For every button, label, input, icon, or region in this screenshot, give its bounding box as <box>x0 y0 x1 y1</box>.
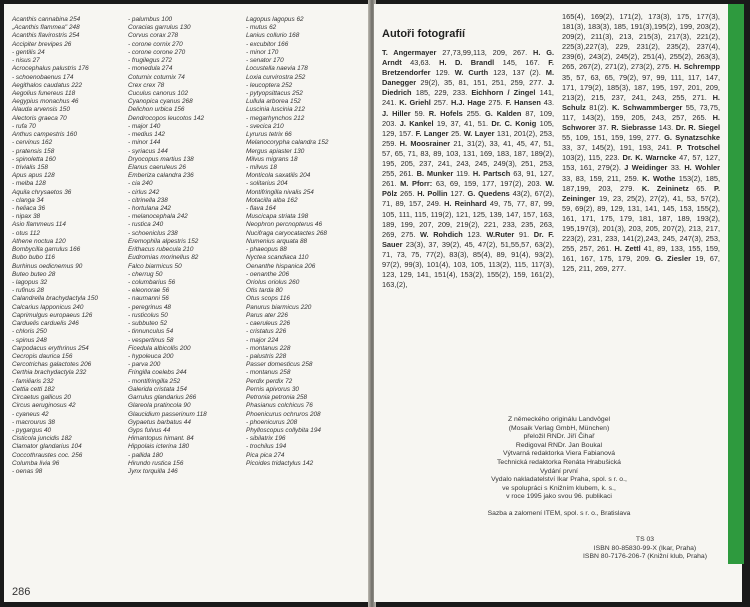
index-entry: - chloris 250 <box>12 328 47 336</box>
imprint-line: Z německého originálu Landvögel <box>507 416 611 423</box>
index-entry: Galerida cristata 154 <box>128 385 187 393</box>
index-entry: - montanus 258 <box>246 369 291 377</box>
index-entry: - solitarius 204 <box>246 180 288 188</box>
index-entry: Glareola pratincola 90 <box>128 402 191 410</box>
index-entry: Acanthis cannabina 254 <box>12 16 81 23</box>
index-entry: Phylloscopus collybita 194 <box>246 426 321 434</box>
index-entry: Coracias garrulus 130 <box>128 24 191 32</box>
index-entry: - macrourus 38 <box>12 418 55 426</box>
index-entry: - peregrinus 48 <box>128 303 171 311</box>
index-entry: - schoeniclus 238 <box>128 229 178 237</box>
photo-credits-column-2: 165(4), 169(2), 171(2), 173(3), 175, 177(3), 181(3), 183(3), 185, 191(3),195(2), 199, 203(2), 209(2), 211(3), 213, 215(3), 217(3), 221(2), 225(3),227(3), 229, 231(2), 235(2), 237(4), 239(6), 243(2), 245(2), 251(4), 255(2), 263(3), 265, 267(2), 271(2), 273(2), 275. H. Schrempp 35, 57, 63, 65, 79(2), 97, 99, 111, 117, 147, 171, 179(2), 185(3), 187, 195, 197, 201, 209, 213(2), 215, 237, 241, 243, 255, 271. H. Schulz 81(2). K. Schwammberger 55, 73,75, 117, 143(2), 159, 205, 243, 257, 265. H. Schworer 37. R. Siebrasse 143. Dr. R. Siegel 55, 109, 151, 159, 199, 277. G. Synatzschke 33, 37, 145(2), 191, 193, 241. P. Trotschel 103(2), 115, 223. Dr. K. Warncke 47, 57, 127, 153, 161, 279(2). J Weidinger 33. H. Wohler 33, 83, 159, 211, 259. K. Wothe 153(2), 185, 187,199, 203, 279. K. Zeininetz 65. P. Zeininger 19, 23, 25(2), 27(2), 41, 53, 57(2), 59, 69(2), 89, 129, 131, 141, 145, 153, 155(2), 161, 171, 175, 179, 181, 187, 189, 193(2), 195,197(3), 201(3), 203, 205, 207(2), 213, 217, 223(2), 231, 233, 141(2),243, 245, 247(3), 253, 255, 257, 261. H. Zettl 41, 89, 133, 155, 159, 161, 167, 175, 179, 209. G. Ziesler 19, 67, 125, 211, 269, 277. <box>562 12 721 274</box>
index-entry: Circaetus gallicus 20 <box>12 394 71 402</box>
isbn-line: ISBN 80-85830-99-X (Ikar, Praha) <box>593 544 697 552</box>
index-entry: Pernis apivorus 30 <box>246 385 299 393</box>
index-entry: - corone cornix 270 <box>128 40 183 48</box>
index-entry: Nucifraga caryocatactes 268 <box>246 229 327 237</box>
isbn-line: TS 03 <box>635 536 655 543</box>
index-entry: - palustris 228 <box>246 352 287 360</box>
index-entry: - flava 164 <box>246 205 276 213</box>
index-entry: Buteo buteo 28 <box>12 270 56 278</box>
index-entry: Columba livia 96 <box>12 459 60 467</box>
index-entry: - lagopus 32 <box>12 279 48 286</box>
index-entry: Otus scops 116 <box>246 295 290 303</box>
index-entry: - rufinus 28 <box>12 287 44 295</box>
index-entry: Eremophila alpestris 152 <box>128 237 199 245</box>
imprint-line: v roce 1995 jako svou 96. publikaci <box>506 493 612 501</box>
index-column-1 <box>12 16 122 476</box>
index-entry: - corone corone 270 <box>128 48 186 56</box>
index-entry: Neophron percnopterus 46 <box>246 221 323 229</box>
imprint-line: Vydání první <box>540 467 578 475</box>
imprint-spacer <box>414 502 704 510</box>
index-entry: Cyanopica cyanus 268 <box>128 98 193 106</box>
index-entry: Parus ater 226 <box>246 311 288 319</box>
index-entry: Gyps fulvus 44 <box>128 426 171 434</box>
index-entry: Elanus caeruleus 26 <box>128 163 186 171</box>
index-entry: Dendrocopos leucotos 142 <box>128 114 205 122</box>
index-entry: Perdix perdix 72 <box>246 377 293 385</box>
index-entry: Apus apus 128 <box>12 172 55 180</box>
index-entry: - nisus 27 <box>12 57 40 65</box>
index-entry: - phaeopus 88 <box>246 246 287 254</box>
index-entry: - trivialis 158 <box>12 163 48 171</box>
index-entry: Carduelis carduelis 246 <box>12 320 79 328</box>
left-page-index <box>4 4 370 602</box>
index-entry: Corvus corax 278 <box>128 32 179 40</box>
index-entry: - milvus 18 <box>246 163 277 171</box>
index-entry: Otis tarda 80 <box>246 287 283 295</box>
index-entry: Athene noctua 120 <box>12 237 66 245</box>
isbn-block <box>570 536 720 562</box>
index-entry: - pallida 180 <box>128 451 163 459</box>
index-entry: Aquila chrysaetos 36 <box>12 188 72 196</box>
index-entry: Motacilla alba 162 <box>246 196 298 204</box>
index-entry: Cettia cetti 182 <box>12 385 55 393</box>
index-entry: - naumanni 56 <box>128 295 169 303</box>
index-entry: - caeruleus 226 <box>246 320 291 328</box>
index-entry: Burhinus oedicnemus 90 <box>12 262 83 270</box>
index-entry: Melanocorypha calandra 152 <box>246 139 329 147</box>
index-entry: Cisticola juncidis 182 <box>12 435 72 443</box>
index-entry: - columbarius 56 <box>128 279 176 286</box>
index-entry: Oenanthe hispanica 206 <box>246 262 316 270</box>
imprint-line: Sazba a zalomení ITEM, spol. s r. o., Bratislava <box>487 509 631 517</box>
index-entry: - melba 128 <box>12 180 46 188</box>
index-entry: - heliaca 36 <box>12 205 46 213</box>
index-entry: - familiaris 232 <box>12 377 54 385</box>
index-entry: Muscicapa striata 198 <box>246 213 309 221</box>
index-entry: Cuculus canorus 102 <box>128 89 189 97</box>
index-entry: - melanocephala 242 <box>128 213 188 221</box>
index-entry: Acanthis flavirostris 254 <box>12 32 80 40</box>
index-entry: Lanius collurio 168 <box>246 32 300 40</box>
index-entry: Picoides tridactylus 142 <box>246 459 314 467</box>
index-entry: Numenius arquata 88 <box>246 237 308 245</box>
imprint-line: (Mosaik Verlag GmbH, München) <box>508 424 610 432</box>
index-entry: Coccothraustes coc. 256 <box>12 451 83 459</box>
index-entry: - subbuteo 52 <box>128 320 168 328</box>
index-entry: Circus aeruginosus 42 <box>12 402 76 410</box>
index-entry: - major 224 <box>246 336 279 344</box>
index-entry: - rustica 240 <box>128 221 164 229</box>
index-entry: Monticola saxatilis 204 <box>246 172 311 180</box>
index-entry: - megarhynchos 212 <box>246 114 305 122</box>
index-entry: Himantopus himant. 84 <box>128 435 194 443</box>
index-entry: Oriolus oriolus 260 <box>246 279 300 286</box>
index-entry: - nipax 38 <box>12 213 41 221</box>
index-entry: Caprimulgus europaeus 126 <box>12 311 93 319</box>
index-column-3 <box>246 16 362 468</box>
index-entry: Nyctea scandiaca 110 <box>246 254 309 262</box>
index-entry: - cristatus 226 <box>246 328 287 336</box>
index-entry: - minor 170 <box>246 48 279 56</box>
index-entry: - leucoptera 252 <box>246 81 293 89</box>
index-entry: - cirlus 242 <box>128 188 160 196</box>
index-entry: Crex crex 78 <box>128 81 165 89</box>
index-entry: - cherrug 50 <box>128 270 163 278</box>
index-entry: - hypoleuca 200 <box>128 352 174 360</box>
index-entry: Lyrurus tetrix 66 <box>246 131 292 139</box>
index-entry: - parva 200 <box>128 361 161 369</box>
index-entry: Dryocopus martius 138 <box>128 155 194 163</box>
index-entry: Hippolais icterina 180 <box>128 443 190 451</box>
imprint-line: Technická redaktorka Renáta Hrabušická <box>497 458 621 466</box>
index-entry: Bubo bubo 116 <box>12 254 55 262</box>
index-entry: Luscinia luscinia 212 <box>246 106 305 114</box>
index-entry: Pica pica 274 <box>246 451 285 459</box>
index-entry: - pytyopsittacus 252 <box>246 89 303 97</box>
index-entry: Phoenicurus ochruros 208 <box>246 410 321 418</box>
photo-credits-column-1: T. Angermayer 27,73,99,113, 209, 267. H. G. Arndt 43,63. H. D. Brandl 145, 167. F. Bretzendorfer 129. W. Curth 123, 137 (2). M. Danegger 29(2), 35, 81, 151, 251, 259, 277. J. Diedrich 185, 229, 233. Eichhorn / Zingel 141, 241. K. Griehl 257. H.J. Hage 275. F. Hansen 43. J. Hiller 59. R. Hofels 255. G. Kalden 87, 109, 203. J. Kankel 19, 37, 41, 51. Dr. C. Konig 105, 129, 157. F. Langer 25. W. Layer 131, 201(2), 253, 259. H. Moosrainer 21, 31(2), 33, 41, 45, 47, 51, 57, 65, 71, 83, 89, 103, 131, 169, 183, 187, 189(2), 195, 205, 237, 241, 243, 245, 249(3), 251, 253, 255, 261. B. Munker 119. H. Partsch 63, 91, 127, 261. M. Pforr: 63, 69, 159, 177, 197(2), 203. W. Pölz 265. H. Pollin 127. G. Quedens 43(2), 67(2), 71, 89, 157, 249. H. Reinhard 49, 75, 77, 87, 99, 105, 111, 115, 119(2), 121, 125, 139, 147, 157, 163, 189, 199, 207, 209, 219(2), 221, 233, 235, 263, 269, 275. W. Rohdich 123. W.Ruter 91. Dr. F. Sauer 23(3), 37, 39(2), 45, 47(2), 51,55,57, 63(2), 71, 73, 75, 77(2), 83(3), 85(4), 89, 91(4), 93(2), 97(2), 99(3), 101(4), 103, 105, 113(2), 115, 117(3), 123, 129, 141, 151(4), 153(2), 155(2), 159, 161(2), 163,(2), <box>382 48 555 290</box>
green-page-edge <box>728 4 744 564</box>
index-entry: - medius 142 <box>128 131 165 139</box>
imprint-line: ve spolupráci s Knižním klubem, k. s., <box>502 484 616 492</box>
index-entry: Ficedula albicollis 200 <box>128 344 191 352</box>
index-entry: Cecropis daurica 156 <box>12 352 73 360</box>
index-entry: Accipiter brevipes 26 <box>12 40 72 48</box>
index-entry: Aegithalos caudatus 222 <box>12 81 82 89</box>
index-entry: - hortulana 242 <box>128 205 171 213</box>
index-entry: Lagopus lagopus 62 <box>246 16 304 23</box>
index-entry: Milvus migrans 18 <box>246 155 298 163</box>
index-entry: - minor 144 <box>128 139 161 147</box>
imprint-line: Vydalo nakladatelství Ikar Praha, spol. s r. o., <box>491 476 627 484</box>
index-entry: - senator 170 <box>246 57 284 65</box>
index-entry: Aegypius monachus 46 <box>12 98 79 106</box>
index-entry: Montifringilla nivalis 254 <box>246 188 314 196</box>
isbn-line: ISBN 80-7176-206-7 (Knižní klub, Praha) <box>583 553 707 561</box>
index-entry: Eudromias morinellus 82 <box>128 254 199 262</box>
index-entry: Passer domesticus 258 <box>246 361 313 369</box>
index-entry: Anthus campestris 160 <box>12 131 78 139</box>
index-entry: Loxia curvirostra 252 <box>246 73 306 81</box>
index-entry: - phoenicurus 208 <box>246 418 298 426</box>
index-entry: - gentilis 24 <box>12 48 45 56</box>
index-entry: - frugilegus 272 <box>128 57 173 65</box>
index-entry: Fringilla coelebs 244 <box>128 369 187 377</box>
index-entry: - citrinella 238 <box>128 196 168 204</box>
index-entry: - major 140 <box>128 122 161 130</box>
index-entry: - monedula 274 <box>128 65 173 73</box>
imprint-line: Redigoval RNDr. Jan Boukal <box>515 441 603 449</box>
index-entry: - pratensis 158 <box>12 147 55 155</box>
index-entry: - cervinus 162 <box>12 139 53 147</box>
index-entry: Gypaetus barbatus 44 <box>128 418 191 426</box>
index-entry: - vespertinus 58 <box>128 336 174 344</box>
page-number: 286 <box>12 586 31 598</box>
index-entry: Cercotrichas galactotes 206 <box>12 361 92 369</box>
index-entry: - otus 112 <box>12 229 40 237</box>
index-entry: Phasianus colchicus 76 <box>246 402 313 410</box>
index-entry: Glaucidium passerinum 118 <box>128 410 207 418</box>
index-entry: - cia 240 <box>128 180 153 188</box>
right-page <box>374 4 742 602</box>
index-entry: Bombycilla garrulus 166 <box>12 246 81 254</box>
index-entry: - schoenobaenus 174 <box>12 73 74 81</box>
photo-credits-heading: Autoři fotografií <box>382 28 466 40</box>
index-entry: Alectoris graeca 70 <box>12 114 67 122</box>
index-entry: Panurus biarmicus 220 <box>246 303 312 311</box>
index-entry: - spinus 248 <box>12 336 47 344</box>
index-entry: - oenas 98 <box>12 468 43 476</box>
index-entry: Lullula arborea 152 <box>246 98 301 106</box>
index-entry: - spinoletta 160 <box>12 155 56 163</box>
index-entry: - clanga 34 <box>12 196 44 204</box>
index-entry: - svecica 210 <box>246 122 284 130</box>
index-entry: - excubitor 166 <box>246 40 289 48</box>
imprint-line: přeložil RNDr. Jiří Čihař <box>523 433 595 441</box>
index-entry: - rufa 70 <box>12 122 36 130</box>
index-entry: Delichon urbica 156 <box>128 106 185 114</box>
index-entry: - cyaneus 42 <box>12 410 49 418</box>
index-entry: Hirundo rustica 156 <box>128 459 184 467</box>
index-entry: - montifringilla 252 <box>128 377 181 385</box>
index-entry: - pygargus 40 <box>12 426 52 434</box>
index-entry: Jynx torquilla 146 <box>128 468 178 476</box>
index-column-2 <box>128 16 240 476</box>
index-entry: Emberiza calandra 236 <box>128 172 194 180</box>
index-entry: „Acanthis flammea" 248 <box>12 24 80 32</box>
index-entry: - eleonorae 56 <box>128 287 170 295</box>
index-entry: Clamator glandarius 104 <box>12 443 82 451</box>
index-entry: Falco biarmicus 50 <box>128 262 182 270</box>
index-entry: - montanus 228 <box>246 344 291 352</box>
imprint-line: Výtvarná redaktorka Viera Fabianová <box>502 450 616 458</box>
index-entry: - mutus 62 <box>246 24 277 32</box>
index-entry: Asio flammeus 114 <box>12 221 66 229</box>
index-entry: Aegolius funereus 118 <box>12 89 76 97</box>
imprint-block <box>414 416 704 519</box>
index-entry: Acrocephalus palustris 176 <box>12 65 89 73</box>
index-entry: - palumbus 100 <box>128 16 173 23</box>
index-entry: Certhia brachydactyla 232 <box>12 369 87 377</box>
index-entry: Mergus apiaster 130 <box>246 147 305 155</box>
index-entry: - sibilatrix 196 <box>246 435 286 443</box>
index-entry: - trochilus 194 <box>246 443 287 451</box>
index-entry: - rusticolus 50 <box>128 311 168 319</box>
index-entry: Coturnix coturnix 74 <box>128 73 185 81</box>
index-entry: Calandrella brachydactyla 150 <box>12 295 98 303</box>
index-entry: Garrulus glandarius 266 <box>128 394 197 402</box>
index-entry: Calcarius lapponicus 240 <box>12 303 84 311</box>
index-entry: Petronia petronia 258 <box>246 394 308 402</box>
index-entry: Locustella naevia 178 <box>246 65 308 73</box>
index-entry: Alauda arvensis 150 <box>12 106 70 114</box>
index-entry: Erithacus rubecula 210 <box>128 246 194 254</box>
index-entry: Carpodacus erythrinus 254 <box>12 344 89 352</box>
index-entry: - oenanthe 206 <box>246 270 289 278</box>
index-entry: - syriacus 144 <box>128 147 168 155</box>
index-entry: - tinnunculus 54 <box>128 328 174 336</box>
